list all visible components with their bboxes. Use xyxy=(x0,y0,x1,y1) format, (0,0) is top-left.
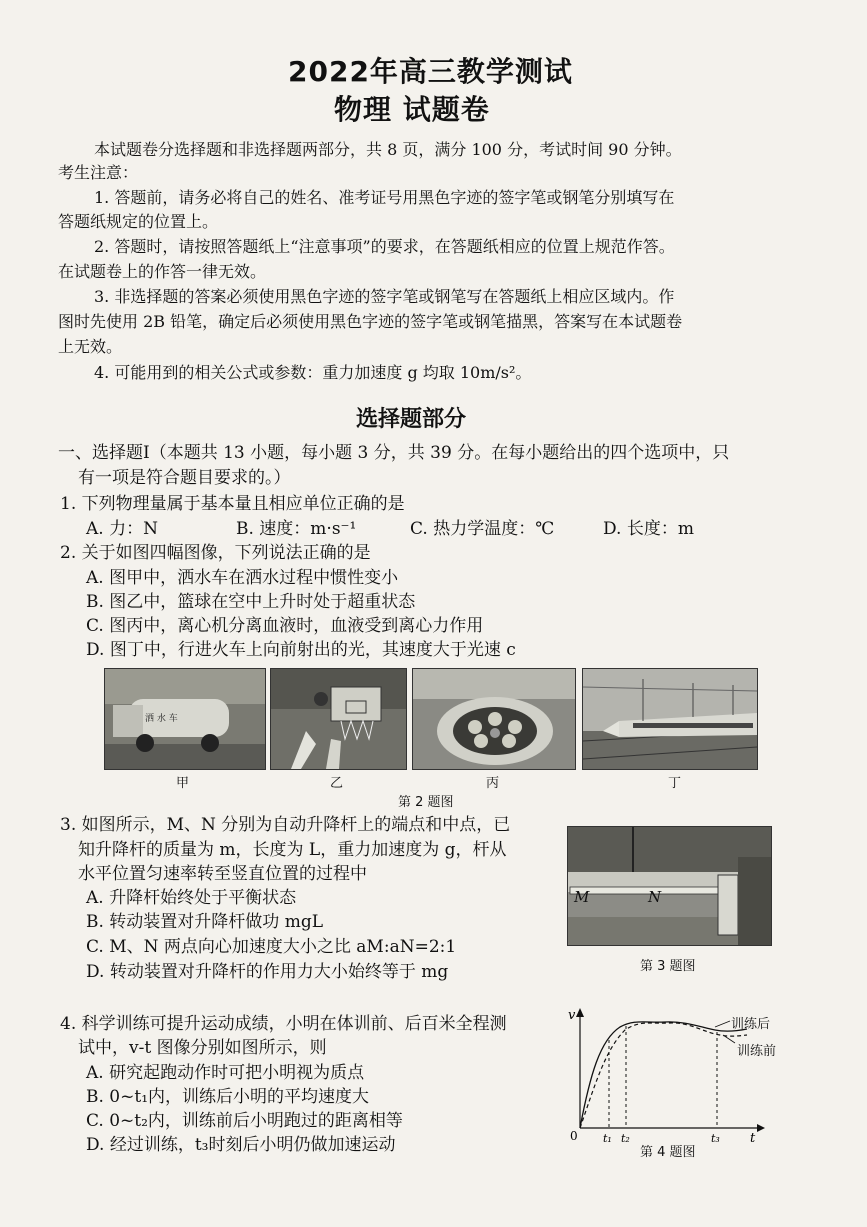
q2-option-c: C. 图丙中，离心机分离血液时，血液受到离心力作用 xyxy=(86,616,484,636)
q4-option-a: A. 研究起跑动作时可把小明视为质点 xyxy=(86,1063,365,1083)
label-n: N xyxy=(648,888,662,906)
q2-option-b: B. 图乙中，篮球在空中上升时处于超重状态 xyxy=(86,592,416,612)
legend-after: 训练后 xyxy=(731,1017,771,1032)
q3-figure-caption: 第 3 题图 xyxy=(640,959,696,974)
intro-text: 本试题卷分选择题和非选择题两部分，共 8 页，满分 100 分，考试时间 90 分钟。 xyxy=(94,140,682,159)
photo-barrier-gate xyxy=(567,826,772,946)
photo-train xyxy=(582,668,758,770)
notice-label: 考生注意： xyxy=(58,163,139,182)
curve-after-training xyxy=(580,1022,747,1128)
photo-basketball xyxy=(270,668,407,770)
q1-option-d: D. 长度：m xyxy=(603,519,694,539)
notice-item-3-line-1: 3. 非选择题的答案必须使用黑色字迹的签字笔或钢笔写在答题纸上相应区域内。作 xyxy=(94,287,675,306)
part-header-line-2: 有一项是符合题目要求的。） xyxy=(78,468,291,488)
legend-before: 训练前 xyxy=(737,1044,777,1059)
curve-before-training xyxy=(580,1023,747,1128)
photo-sprinkler-truck xyxy=(104,668,266,770)
q3-stem-line-1: 3. 如图所示，M、N 分别为自动升降杆上的端点和中点，已 xyxy=(60,815,511,835)
page-title: 2022年高三教学测试 xyxy=(288,55,573,88)
notice-item-1-line-1: 1. 答题前，请务必将自己的姓名、准考证号用黑色字迹的签字笔或钢笔分别填写在 xyxy=(94,188,675,207)
x-axis-label: t xyxy=(750,1131,756,1145)
q2-figure-caption: 第 2 题图 xyxy=(398,795,454,810)
photo-label-yi: 乙 xyxy=(330,776,344,791)
notice-item-2-line-1: 2. 答题时，请按照答题纸上“注意事项”的要求，在答题纸相应的位置上规范作答。 xyxy=(94,237,675,256)
truck-text: 洒 水 车 xyxy=(145,714,178,724)
q1-stem: 1. 下列物理量属于基本量且相应单位正确的是 xyxy=(60,494,405,514)
tick-t3: t₃ xyxy=(711,1132,720,1145)
q3-option-b: B. 转动装置对升降杆做功 mgL xyxy=(86,912,323,932)
legend-after-pointer xyxy=(715,1021,730,1027)
page-subtitle: 物理 试题卷 xyxy=(334,93,490,126)
section-title: 选择题部分 xyxy=(356,407,467,432)
x-axis-arrow-icon xyxy=(757,1124,765,1132)
photo-label-jia: 甲 xyxy=(176,776,190,791)
notice-item-3-line-3: 上无效。 xyxy=(58,337,123,356)
tick-t1: t₁ xyxy=(603,1132,612,1145)
notice-item-3-line-2: 图时先使用 2B 铅笔，确定后必须使用黑色字迹的签字笔或钢笔描黑，答案写在本试题卷 xyxy=(58,312,683,331)
origin-label: 0 xyxy=(570,1129,578,1143)
q2-stem: 2. 关于如图四幅图像，下列说法正确的是 xyxy=(60,543,371,563)
tick-t2: t₂ xyxy=(621,1132,630,1145)
q4-option-d: D. 经过训练，t₃时刻后小明仍做加速运动 xyxy=(86,1135,396,1155)
q4-stem-line-1: 4. 科学训练可提升运动成绩，小明在体训前、后百米全程测 xyxy=(60,1014,507,1034)
q3-stem-line-2: 知升降杆的质量为 m，长度为 L，重力加速度为 g，杆从 xyxy=(78,840,507,860)
part-header-line-1: 一、选择题Ⅰ（本题共 13 小题，每小题 3 分，共 39 分。在每小题给出的四个选项中，只 xyxy=(58,443,730,463)
photo-label-bing: 丙 xyxy=(486,776,500,791)
y-axis-label: v xyxy=(568,1008,576,1023)
q4-figure-caption: 第 4 题图 xyxy=(640,1145,696,1160)
q4-stem-line-2: 试中，v-t 图像分别如图所示，则 xyxy=(78,1038,327,1058)
photo-label-ding: 丁 xyxy=(668,776,682,791)
notice-item-1-line-2: 答题纸规定的位置上。 xyxy=(58,212,219,231)
q3-option-c: C. M、N 两点向心加速度大小之比 aM:aN=2:1 xyxy=(86,937,457,957)
q1-option-c: C. 热力学温度：℃ xyxy=(410,519,555,539)
q2-option-d: D. 图丁中，行进火车上向前射出的光，其速度大于光速 c xyxy=(86,640,516,660)
label-m: M xyxy=(574,888,590,906)
notice-item-4: 4. 可能用到的相关公式或参数：重力加速度 g 均取 10m/s²。 xyxy=(94,363,532,382)
q4-option-b: B. 0~t₁内，训练后小明的平均速度大 xyxy=(86,1087,370,1107)
y-axis-arrow-icon xyxy=(576,1008,584,1017)
q3-option-a: A. 升降杆始终处于平衡状态 xyxy=(86,888,297,908)
q3-stem-line-3: 水平位置匀速率转至竖直位置的过程中 xyxy=(78,864,367,884)
q3-option-d: D. 转动装置对升降杆的作用力大小始终等于 mg xyxy=(86,962,449,982)
photo-centrifuge xyxy=(412,668,576,770)
q4-option-c: C. 0~t₂内，训练前后小明跑过的距离相等 xyxy=(86,1111,403,1131)
q1-option-b: B. 速度：m·s⁻¹ xyxy=(236,519,357,539)
q1-option-a: A. 力：N xyxy=(86,519,158,539)
q2-option-a: A. 图甲中，洒水车在洒水过程中惯性变小 xyxy=(86,568,399,588)
notice-item-2-line-2: 在试题卷上的作答一律无效。 xyxy=(58,262,267,281)
